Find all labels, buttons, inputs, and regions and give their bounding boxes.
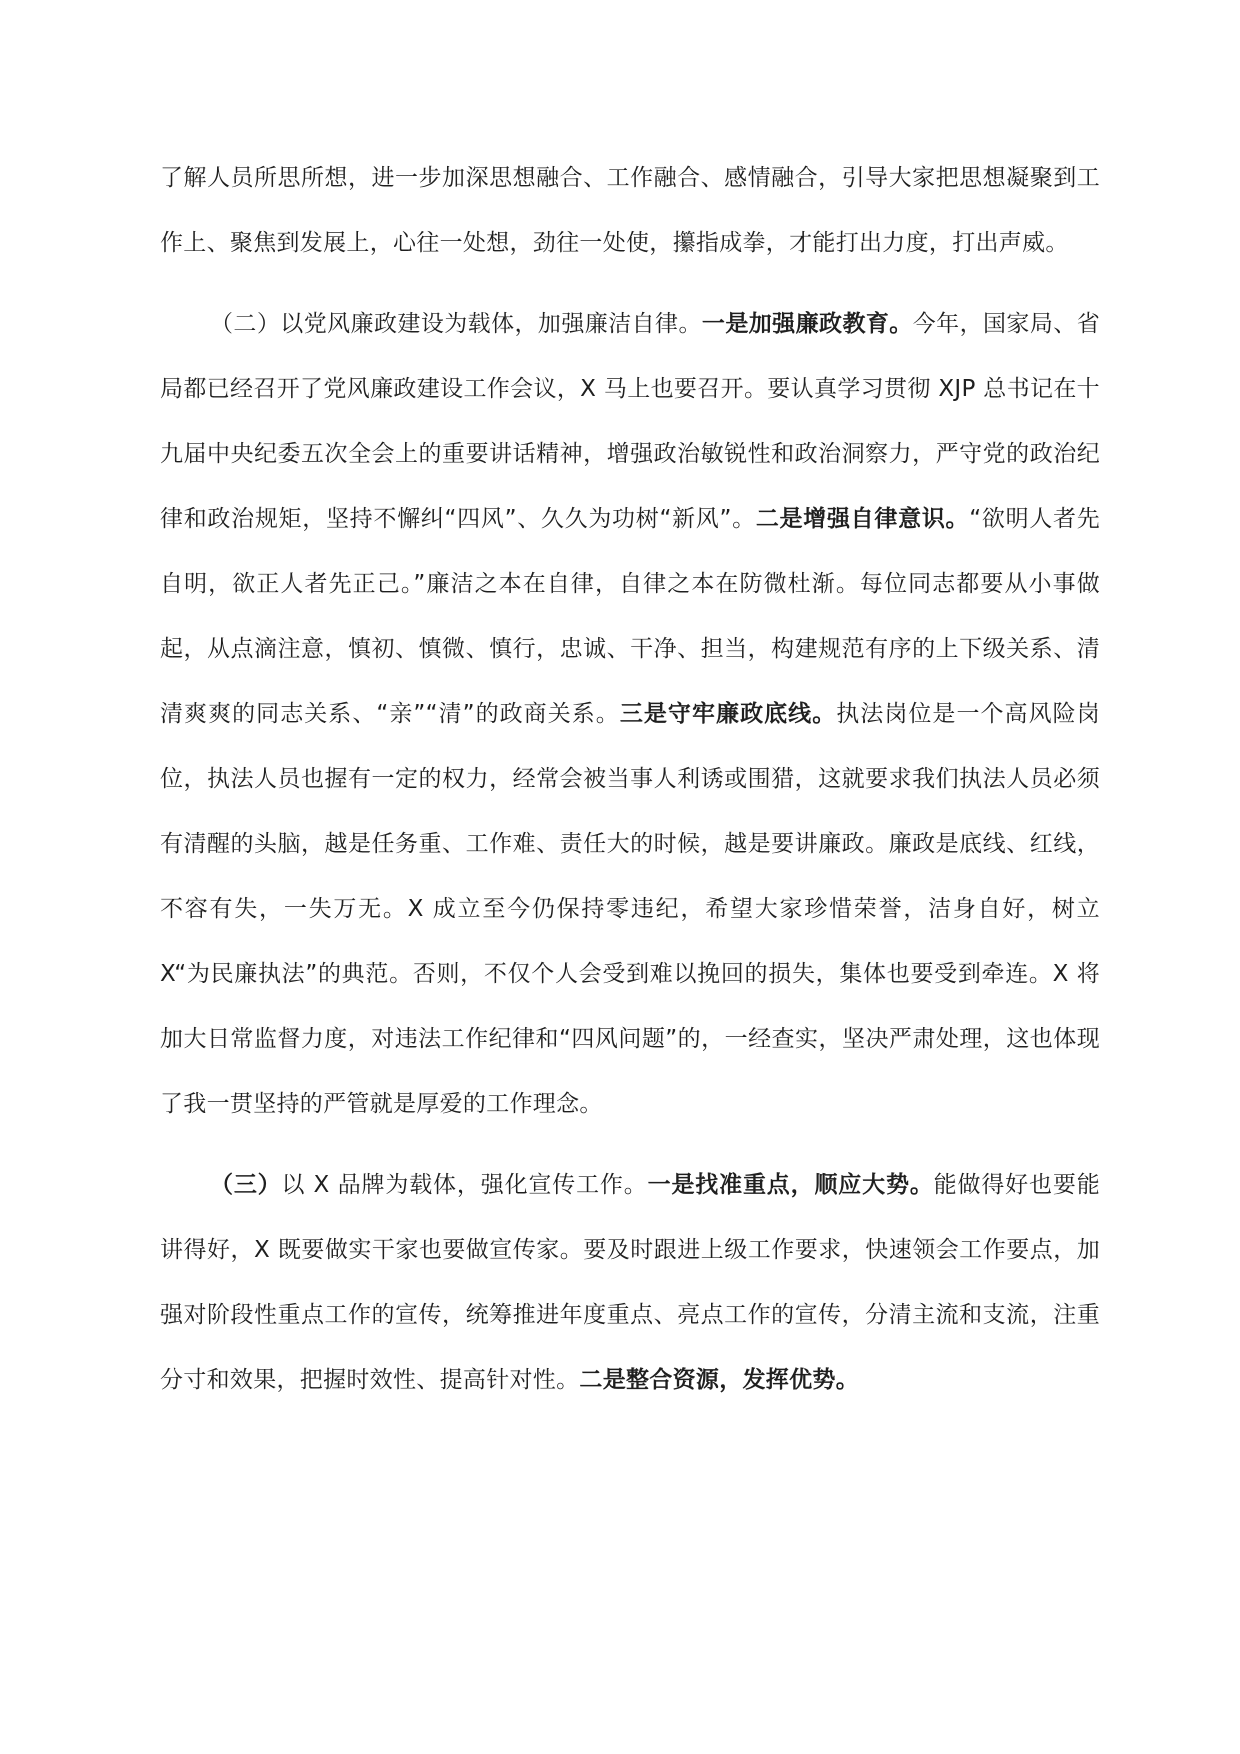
section-three-point-one-text: 能做得好也要能讲得好，X 既要做实干家也要做宣传家。要及时跟进上级工作要求，快速领会工作要点，加强对阶段性重点工作的宣传，统筹推进年度重点、亮点工作的宣传，分清主流和支流，注重分寸和效果，把握时效性、提高针对性。 — [160, 1172, 1100, 1393]
point-three-text: 执法岗位是一个高风险岗位，执法人员也握有一定的权力，经常会被当事人利诱或围猎，这就要求我们执法人员必须有清醒的头脑，越是任务重、工作难、责任大的时候，越是要讲廉政。廉政是底线、红线，不容有失，一失万无。X 成立至今仍保持零违纪，希望大家珍惜荣誉，洁身自好，树立 X“为民廉执法”的典范。否则，不仅个人会受到难以挽回的损失，集体也要受到牵连。X 将加大日常监督力度，对违法工作纪律和“四风问题”的，一经查实，坚决严肃处理，这也体现了我一贯坚持的严管就是厚爱的工作理念。 — [160, 701, 1100, 1117]
point-one-text: 今年，国家局、省局都已经召开了党风廉政建设工作会议，X 马上也要召开。要认真学习贯彻 XJP 总书记在十九届中央纪委五次全会上的重要讲话精神，增强政治敏锐性和政治洞察力，严守党的政治纪律和政治规矩，坚持不懈纠“四风”、久久为功树“新风”。 — [160, 311, 1101, 532]
section-three-heading: 以 X 品牌为载体，强化宣传工作。 — [281, 1172, 648, 1198]
paragraph-gap — [160, 276, 1100, 292]
document-body — [160, 146, 1100, 1413]
paragraph-continued — [160, 146, 1100, 276]
point-two-heading: 二是增强自律意识。 — [755, 506, 970, 532]
point-three-heading: 三是守牢廉政底线。 — [619, 701, 837, 727]
section-two-heading: （二）以党风廉政建设为载体，加强廉洁自律。 — [210, 311, 702, 337]
point-two-text: “欲明人者先自明，欲正人者先正己。”廉洁之本在自律，自律之本在防微杜渐。每位同志都要从小事做起，从点滴注意，慎初、慎微、慎行，忠诚、干净、担当，构建规范有序的上下级关系、清清爽爽的同志关系、“亲”“清”的政商关系。 — [160, 506, 1101, 727]
paragraph-section-three — [160, 1153, 1100, 1413]
section-three-point-two-heading: 二是整合资源，发挥优势。 — [579, 1367, 860, 1393]
section-three-point-one-heading: 一是找准重点，顺应大势。 — [647, 1172, 934, 1198]
paragraph-gap — [160, 1137, 1100, 1153]
paragraph-1-text: 了解人员所思所想，进一步加深思想融合、工作融合、感情融合，引导大家把思想凝聚到工作上、聚焦到发展上，心往一处想，劲往一处使，攥指成拳，才能打出力度，打出声威。 — [160, 165, 1100, 256]
section-three-number: （三） — [210, 1172, 282, 1198]
paragraph-section-two — [160, 292, 1100, 1137]
point-one-heading: 一是加强廉政教育。 — [701, 311, 913, 337]
